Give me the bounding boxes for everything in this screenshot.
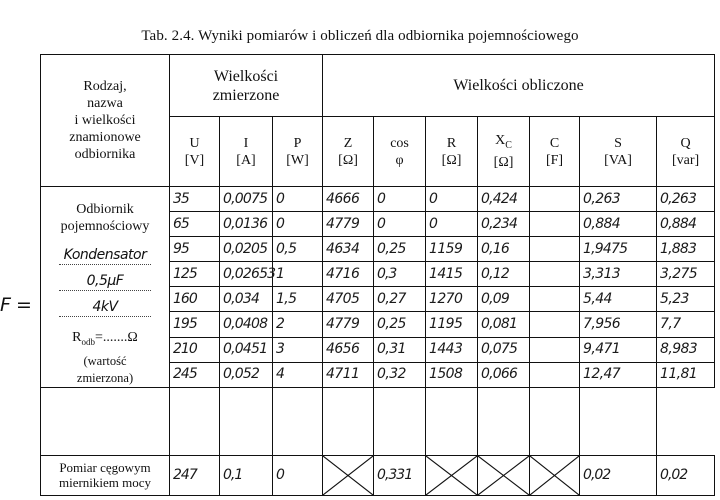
table-cell: 0,263 — [657, 187, 715, 212]
table-cell: 4716 — [323, 262, 374, 287]
table-cell: 0,081 — [478, 312, 530, 337]
footer-cos: 0,331 — [374, 455, 426, 495]
table-cell: 0,0451 — [220, 337, 273, 362]
handwritten-device-name: Kondensator — [59, 247, 151, 265]
handwritten-voltage: 4kV — [59, 299, 151, 317]
device-type-header: Rodzaj, nazwa i wielkości znamionowe odbiornika — [41, 55, 170, 187]
table-cell: 245 — [170, 362, 220, 387]
table-cell: 4711 — [323, 362, 374, 387]
col-header-cos: cos φ — [374, 117, 426, 187]
table-cell: 0,02653 — [220, 262, 273, 287]
table-cell: 0,884 — [580, 212, 657, 237]
table-cell: 7,956 — [580, 312, 657, 337]
table-cell — [530, 262, 580, 287]
table-cell: 3 — [273, 337, 323, 362]
footer-q: 0,02 — [657, 455, 715, 495]
table-cell: 4779 — [323, 212, 374, 237]
table-cell: 35 — [170, 187, 220, 212]
r-odb-label: $R_{odb}=.......\Omega$ — [72, 330, 138, 347]
table-cell: 0,066 — [478, 362, 530, 387]
table-cell: 3,313 — [580, 262, 657, 287]
col-header-c: C [F] — [530, 117, 580, 187]
table-cell: 0,25 — [374, 312, 426, 337]
table-cell: 0,884 — [657, 212, 715, 237]
table-cell: 4666 — [323, 187, 374, 212]
col-header-xc: $X_C$ [Ω] — [478, 117, 530, 187]
table-cell: 1195 — [426, 312, 478, 337]
table-cell: 0,034 — [220, 287, 273, 312]
table-cell: 0 — [426, 187, 478, 212]
table-cell: 5,23 — [657, 287, 715, 312]
table-cell: 11,81 — [657, 362, 715, 387]
table-row — [41, 187, 715, 212]
computed-group-header: Wielkości obliczone — [323, 55, 715, 117]
footer-u: 247 — [170, 455, 220, 495]
footer-p: 0 — [273, 455, 323, 495]
table-cell — [530, 237, 580, 262]
table-cell — [530, 287, 580, 312]
table-cell: 0,32 — [374, 362, 426, 387]
table-cell: 1,9475 — [580, 237, 657, 262]
table-cell — [530, 212, 580, 237]
table-cell: 0,0205 — [220, 237, 273, 262]
table-cell: 125 — [170, 262, 220, 287]
col-header-r: R [Ω] — [426, 117, 478, 187]
table-cell: 4634 — [323, 237, 374, 262]
table-cell: 0,09 — [478, 287, 530, 312]
table-cell: 2 — [273, 312, 323, 337]
table-cell: 1,5 — [273, 287, 323, 312]
col-header-p: P [W] — [273, 117, 323, 187]
footer-i: 0,1 — [220, 455, 273, 495]
table-cell: 0,31 — [374, 337, 426, 362]
table-cell: 0,3 — [374, 262, 426, 287]
crossed-cell-z — [323, 455, 374, 495]
col-header-s: S [VA] — [580, 117, 657, 187]
table-cell: 0 — [374, 187, 426, 212]
crossed-cell-r — [426, 455, 478, 495]
table-cell: 0,5 — [273, 237, 323, 262]
table-cell: 210 — [170, 337, 220, 362]
results-table — [40, 54, 715, 496]
table-cell: 1,883 — [657, 237, 715, 262]
side-note: F = — [0, 294, 32, 316]
table-cell: 3,275 — [657, 262, 715, 287]
table-cell: 9,471 — [580, 337, 657, 362]
table-cell — [530, 362, 580, 387]
table-row-empty — [41, 387, 715, 455]
table-cell: 0,052 — [220, 362, 273, 387]
table-cell: 5,44 — [580, 287, 657, 312]
table-cell: 0,075 — [478, 337, 530, 362]
table-cell — [530, 187, 580, 212]
table-cell — [530, 337, 580, 362]
table-cell: 1443 — [426, 337, 478, 362]
table-cell: 0,424 — [478, 187, 530, 212]
table-cell: 1415 — [426, 262, 478, 287]
table-cell: 4705 — [323, 287, 374, 312]
table-cell: 12,47 — [580, 362, 657, 387]
table-cell: 0 — [273, 187, 323, 212]
table-cell: 0,263 — [580, 187, 657, 212]
table-cell: 1159 — [426, 237, 478, 262]
table-cell: 95 — [170, 237, 220, 262]
table-cell: 8,983 — [657, 337, 715, 362]
clamp-meter-row — [41, 455, 715, 495]
col-header-q: Q [var] — [657, 117, 715, 187]
table-cell: 0,0136 — [220, 212, 273, 237]
table-cell: 0 — [374, 212, 426, 237]
col-header-u: U [V] — [170, 117, 220, 187]
table-cell: 195 — [170, 312, 220, 337]
table-cell: 0 — [426, 212, 478, 237]
footer-s: 0,02 — [580, 455, 657, 495]
crossed-cell-c — [530, 455, 580, 495]
table-cell: 0 — [273, 212, 323, 237]
table-cell: 0,0075 — [220, 187, 273, 212]
table-cell: 0,234 — [478, 212, 530, 237]
table-cell: 7,7 — [657, 312, 715, 337]
table-cell: 0,12 — [478, 262, 530, 287]
table-cell: 65 — [170, 212, 220, 237]
col-header-z: Z [Ω] — [323, 117, 374, 187]
clamp-meter-label: Pomiar cęgowym miernikiem mocy — [41, 455, 170, 495]
table-caption: Tab. 2.4. Wyniki pomiarów i obliczeń dla odbiornika pojemnościowego — [141, 28, 579, 44]
col-header-i: I [A] — [220, 117, 273, 187]
table-cell — [530, 312, 580, 337]
table-cell: 1 — [273, 262, 323, 287]
table-cell: 160 — [170, 287, 220, 312]
table-cell: 1508 — [426, 362, 478, 387]
crossed-cell-xc — [478, 455, 530, 495]
table-cell: 4 — [273, 362, 323, 387]
table-cell: 0,0408 — [220, 312, 273, 337]
table-cell: 0,16 — [478, 237, 530, 262]
table-cell: 1270 — [426, 287, 478, 312]
device-description: Odbiornik pojemnościowy Kondensator 0,5μF 4kV $R_{odb}=.......\Omega$ (wartość zmierzona) — [41, 187, 170, 388]
table-cell: 0,25 — [374, 237, 426, 262]
table-cell: 0,27 — [374, 287, 426, 312]
table-cell: 4779 — [323, 312, 374, 337]
handwritten-capacitance: 0,5μF — [59, 273, 151, 291]
measured-group-header: Wielkości zmierzone — [170, 55, 323, 117]
table-cell: 4656 — [323, 337, 374, 362]
